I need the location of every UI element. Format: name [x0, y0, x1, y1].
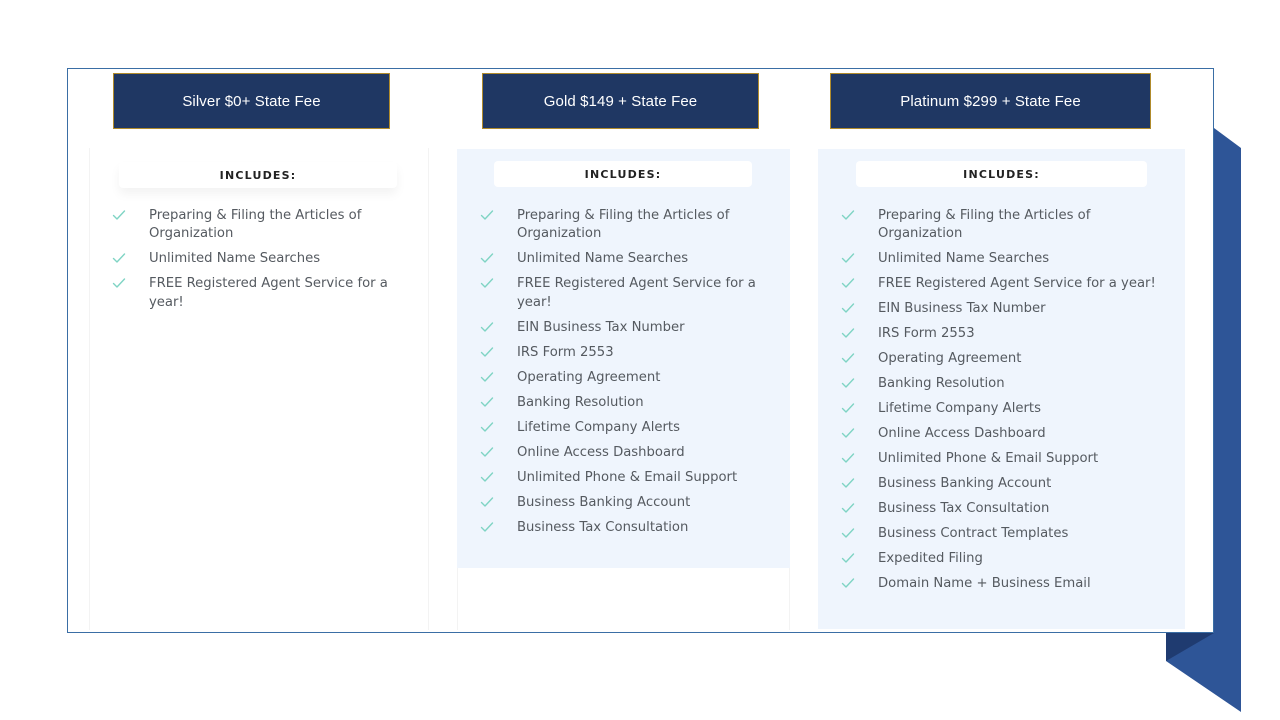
silver-plan-title: Silver $0+ State Fee [182, 92, 321, 110]
feature-text: Unlimited Name Searches [149, 251, 321, 267]
checkmark-icon [480, 496, 494, 508]
checkmark-icon [480, 396, 494, 408]
checkmark-icon [112, 252, 126, 264]
feature-item [480, 344, 770, 362]
feature-item [841, 250, 1161, 268]
feature-text: Operating Agreement [517, 369, 661, 385]
feature-text: Unlimited Phone & Email Support [878, 451, 1099, 467]
feature-item [841, 350, 1161, 368]
feature-text: Expedited Filing [878, 551, 983, 567]
feature-text: Business Contract Templates [878, 526, 1069, 542]
feature-text: FREE Registered Agent Service for a year! [517, 276, 756, 310]
feature-item [112, 207, 402, 244]
feature-item [480, 369, 770, 387]
feature-text: Unlimited Name Searches [517, 251, 689, 267]
feature-item [480, 469, 770, 487]
checkmark-icon [841, 352, 855, 364]
feature-text: FREE Registered Agent Service for a year! [149, 276, 388, 310]
feature-text: Business Tax Consultation [517, 519, 689, 535]
gold-plan-header[interactable] [482, 73, 759, 129]
feature-item [841, 275, 1161, 293]
platinum-plan-header[interactable] [830, 73, 1151, 129]
feature-text: IRS Form 2553 [517, 344, 614, 360]
checkmark-icon [112, 277, 126, 289]
checkmark-icon [841, 302, 855, 314]
feature-text: EIN Business Tax Number [517, 319, 685, 335]
feature-text: IRS Form 2553 [878, 326, 975, 342]
checkmark-icon [841, 552, 855, 564]
checkmark-icon [480, 421, 494, 433]
feature-item [480, 519, 770, 537]
feature-item [841, 500, 1161, 518]
checkmark-icon [480, 521, 494, 533]
feature-text: Unlimited Phone & Email Support [517, 469, 738, 485]
feature-text: Online Access Dashboard [878, 426, 1046, 442]
feature-text: Operating Agreement [878, 351, 1022, 367]
feature-item [841, 425, 1161, 443]
checkmark-icon [112, 209, 126, 221]
checkmark-icon [841, 427, 855, 439]
feature-item [480, 419, 770, 437]
checkmark-icon [841, 377, 855, 389]
feature-item [480, 275, 770, 312]
feature-item [841, 300, 1161, 318]
feature-item [841, 375, 1161, 393]
feature-text: Business Tax Consultation [878, 501, 1050, 517]
feature-text: Domain Name + Business Email [878, 576, 1091, 592]
feature-text: Lifetime Company Alerts [517, 419, 680, 435]
checkmark-icon [480, 321, 494, 333]
feature-text: Lifetime Company Alerts [878, 401, 1041, 417]
checkmark-icon [480, 446, 494, 458]
checkmark-icon [480, 252, 494, 264]
feature-item [841, 550, 1161, 568]
gold-plan-title: Gold $149 + State Fee [543, 92, 698, 110]
checkmark-icon [480, 209, 494, 221]
feature-item [480, 319, 770, 337]
feature-item [841, 325, 1161, 343]
checkmark-icon [841, 402, 855, 414]
checkmark-icon [841, 527, 855, 539]
platinum-includes-label: INCLUDES: [856, 161, 1147, 187]
feature-item [841, 207, 1161, 244]
silver-feature-list [112, 207, 402, 319]
feature-item [841, 525, 1161, 543]
checkmark-icon [480, 371, 494, 383]
checkmark-icon [841, 477, 855, 489]
checkmark-icon [841, 209, 855, 221]
feature-text: Preparing & Filing the Articles of Organization [517, 208, 730, 242]
feature-text: Preparing & Filing the Articles of Organization [878, 208, 1091, 242]
checkmark-icon [841, 577, 855, 589]
feature-item [841, 450, 1161, 468]
feature-text: Online Access Dashboard [517, 444, 685, 460]
feature-item [841, 475, 1161, 493]
feature-item [112, 250, 402, 268]
checkmark-icon [480, 277, 494, 289]
checkmark-icon [480, 346, 494, 358]
feature-text: Banking Resolution [878, 376, 1005, 392]
checkmark-icon [841, 502, 855, 514]
gold-includes-label: INCLUDES: [494, 161, 752, 187]
platinum-feature-list [841, 207, 1161, 600]
checkmark-icon [841, 252, 855, 264]
feature-text: Banking Resolution [517, 394, 644, 410]
gold-column-footer [457, 568, 790, 630]
checkmark-icon [841, 327, 855, 339]
feature-item [841, 575, 1161, 593]
feature-text: Preparing & Filing the Articles of Organization [149, 208, 362, 242]
silver-plan-header[interactable] [113, 73, 390, 129]
checkmark-icon [480, 471, 494, 483]
feature-text: Unlimited Name Searches [878, 251, 1050, 267]
feature-item [480, 494, 770, 512]
checkmark-icon [841, 452, 855, 464]
checkmark-icon [841, 277, 855, 289]
feature-item [841, 400, 1161, 418]
feature-item [112, 275, 402, 312]
feature-text: Business Banking Account [878, 476, 1052, 492]
feature-item [480, 207, 770, 244]
feature-text: FREE Registered Agent Service for a year! [878, 276, 1156, 292]
feature-item [480, 444, 770, 462]
feature-text: Business Banking Account [517, 494, 691, 510]
feature-item [480, 394, 770, 412]
feature-text: EIN Business Tax Number [878, 301, 1046, 317]
silver-includes-label: INCLUDES: [119, 162, 397, 188]
gold-feature-list [480, 207, 770, 544]
feature-item [480, 250, 770, 268]
platinum-plan-title: Platinum $299 + State Fee [900, 92, 1081, 110]
